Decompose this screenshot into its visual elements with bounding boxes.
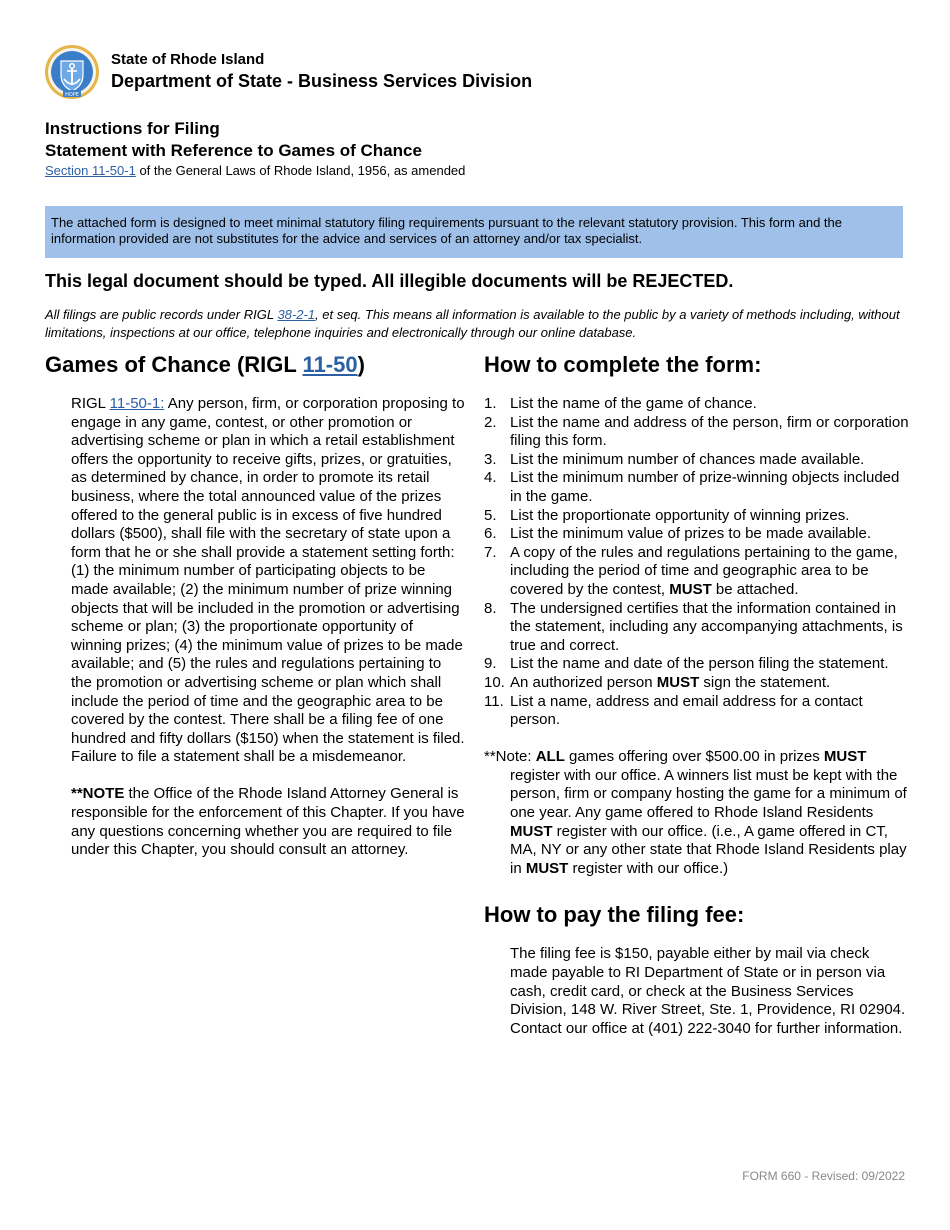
form-revision-footer: FORM 660 - Revised: 09/2022 [742,1169,905,1183]
registration-note: **Note: ALL games offering over $500.00 in prizes MUST register with our office. A winners list must be kept with the person, firm or company hosting the game for a minimum of one year. Any game offered to Rhode Island Residents MUST register with our office. (i.e., A game offered in CT, MA, NY or any other state that Rhode Island Residents play in MUST register with our office.) [484,748,907,877]
games-of-chance-heading [45,352,465,378]
statute-citation [45,162,465,180]
rigl-38-2-1-link[interactable]: 38-2-1 [277,307,316,322]
title-line-2: Statement with Reference to Games of Chance [45,141,422,160]
public-records-notice [45,306,905,341]
how-to-complete-heading: How to complete the form: [484,352,762,377]
note-text: the Office of the Rhode Island Attorney General is responsible for the enforcement of this Chapter. If you have any questions concerning whether you are required to file under this Chapter, you should consult an attorney. [71,785,465,859]
list-item: 4. List the minimum number of prize-winning objects included in the game. [484,469,900,505]
heading-close: ) [357,352,365,377]
attorney-general-note [71,785,465,859]
note-label: **NOTE [71,785,125,803]
document-title [45,118,465,180]
rigl-11-50-1-link[interactable]: 11-50-1: [109,395,165,412]
citation-text: of the General Laws of Rhode Island, 1956, as amended [135,163,466,178]
list-item: 5. List the proportionate opportunity of winning prizes. [484,506,850,524]
how-to-complete-section [484,352,909,1038]
list-item: 3. List the minimum number of chances made available. [484,450,865,468]
statute-text: Any person, firm, or corporation proposing to engage in any game, contest, or other promotion or advertising scheme or plan in which a retail establishment offers the opportunity to receive gifts, prizes, or gratuities, as determined by chance, in order to promote its retail business, where the total announced value of the prizes offered to the general public is in excess of five hundred dollars ($500), shall file with the secretary of state upon a form that he or she shall provide a statement setting forth: (1) the minimum number of participating objects to be made available; (2) the minimum number of prize winning objects that will be included in the promotion or advertising scheme or plan; (3) the proportionate opportunity of winning prizes; (4) the minimum value of prizes to be made available; and (5) the rules and regulations pertaining to the promotion or advertising scheme or plan which shall include the period of time and the geographic area to be covered by the contest. There shall be a filing fee of one hundred and fifty dollars ($150) when the statement is filed. Failure to file a statement shall be a misdemeanor. [71,395,465,766]
agency-name [111,51,532,93]
list-item: 11. List a name, address and email address for a contact person. [484,692,863,729]
public-records-text-rest: , et seq. This means all information is available to the public by a variety of methods including, without limitations, inspections at our office, telephone inquiries and electronically through our online database. [45,307,900,340]
filing-fee-heading: How to pay the filing fee: [484,902,745,928]
department-name: Department of State - Business Services Division [111,71,533,91]
rigl-label: RIGL [71,395,110,412]
heading-text: Games of Chance (RIGL [45,352,303,377]
list-item: 2. List the name and address of the person, firm or corporation filing this form. [484,413,909,450]
statute-body [71,395,465,860]
games-of-chance-section [45,352,465,860]
section-11-50-1-link[interactable]: Section 11-50-1 [45,163,136,178]
list-item: 7. A copy of the rules and regulations pertaining to the game, including the period of time and geographic area to be covered by the contest, MUST be attached. [484,543,898,598]
statute-paragraph [71,395,465,767]
public-records-text: All filings are public records under RIGL [45,307,278,322]
disclaimer-banner: The attached form is designed to meet minimal statutory filing requirements pursuant to the relevant statutory provision. This form and the information provided are not substitutes for the advice and services of an attorney and/or tax specialist. [45,206,903,258]
typed-warning: This legal document should be typed. All illegible documents will be REJECTED. [45,271,734,291]
rhode-island-seal-logo [44,44,100,100]
list-item: 1. List the name of the game of chance. [484,395,757,412]
seal-text: HOPE [65,91,79,98]
list-item: 6. List the minimum value of prizes to be made available. [484,525,872,543]
instruction-list [484,395,909,730]
list-item: 9. List the name and date of the person filing the statement. [484,655,889,673]
title-line-1: Instructions for Filing [45,119,220,138]
rigl-11-50-link[interactable]: 11-50 [302,352,358,377]
list-item: 10. An authorized person MUST sign the statement. [484,673,831,691]
state-name: State of Rhode Island [111,51,265,68]
list-item: 8. The undersigned certifies that the information contained in the statement, including any accompanying attachments, is true and correct. [484,599,903,654]
filing-fee-text: The filing fee is $150, payable either by mail via check made payable to RI Department of State or in person via cash, credit card, or check at the Business Services Division, 148 W. River Street, Ste. 1, Providence, RI 02904. Contact our office at (401) 222-3040 for further information. [510,945,906,1037]
